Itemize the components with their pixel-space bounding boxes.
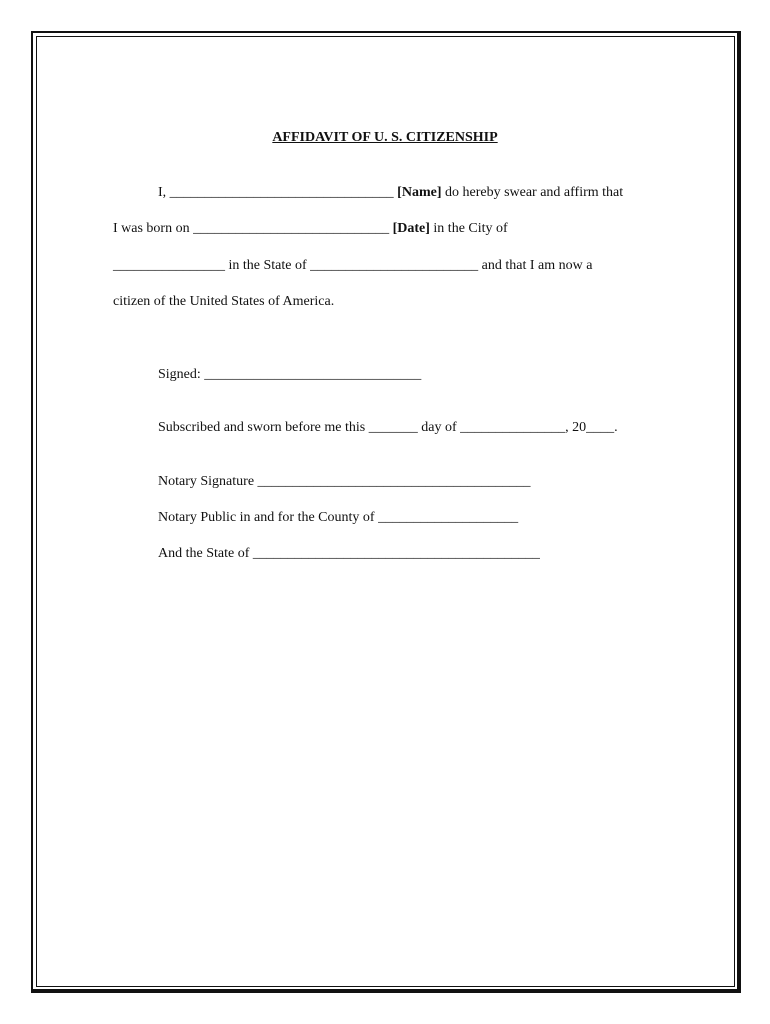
paragraph-line-3: ________________ in the State of ________________________ and that I am now a <box>113 258 593 273</box>
paragraph-line-4: citizen of the United States of America. <box>113 294 335 309</box>
swear-affirm-text: do hereby swear and affirm that <box>441 185 624 200</box>
date-placeholder-label: [Date] <box>392 221 430 236</box>
document-title: AFFIDAVIT OF U. S. CITIZENSHIP <box>272 130 498 145</box>
name-placeholder-label: [Name] <box>397 185 442 200</box>
name-blank-text: I, ________________________________ <box>158 185 398 200</box>
notary-signature-line: Notary Signature _______________________________________ <box>158 474 531 489</box>
signed-line: Signed: _______________________________ <box>158 367 422 382</box>
born-on-text: I was born on ____________________________ <box>113 221 393 236</box>
city-of-text: in the City of <box>429 221 508 236</box>
paragraph-line-2 <box>113 221 508 237</box>
subscribed-sworn-line: Subscribed and sworn before me this _______ day of _______________, 20____. <box>158 420 618 435</box>
notary-state-line: And the State of _________________________________________ <box>158 546 540 561</box>
paragraph-line-1 <box>158 185 623 201</box>
notary-county-line: Notary Public in and for the County of ____________________ <box>158 510 519 525</box>
